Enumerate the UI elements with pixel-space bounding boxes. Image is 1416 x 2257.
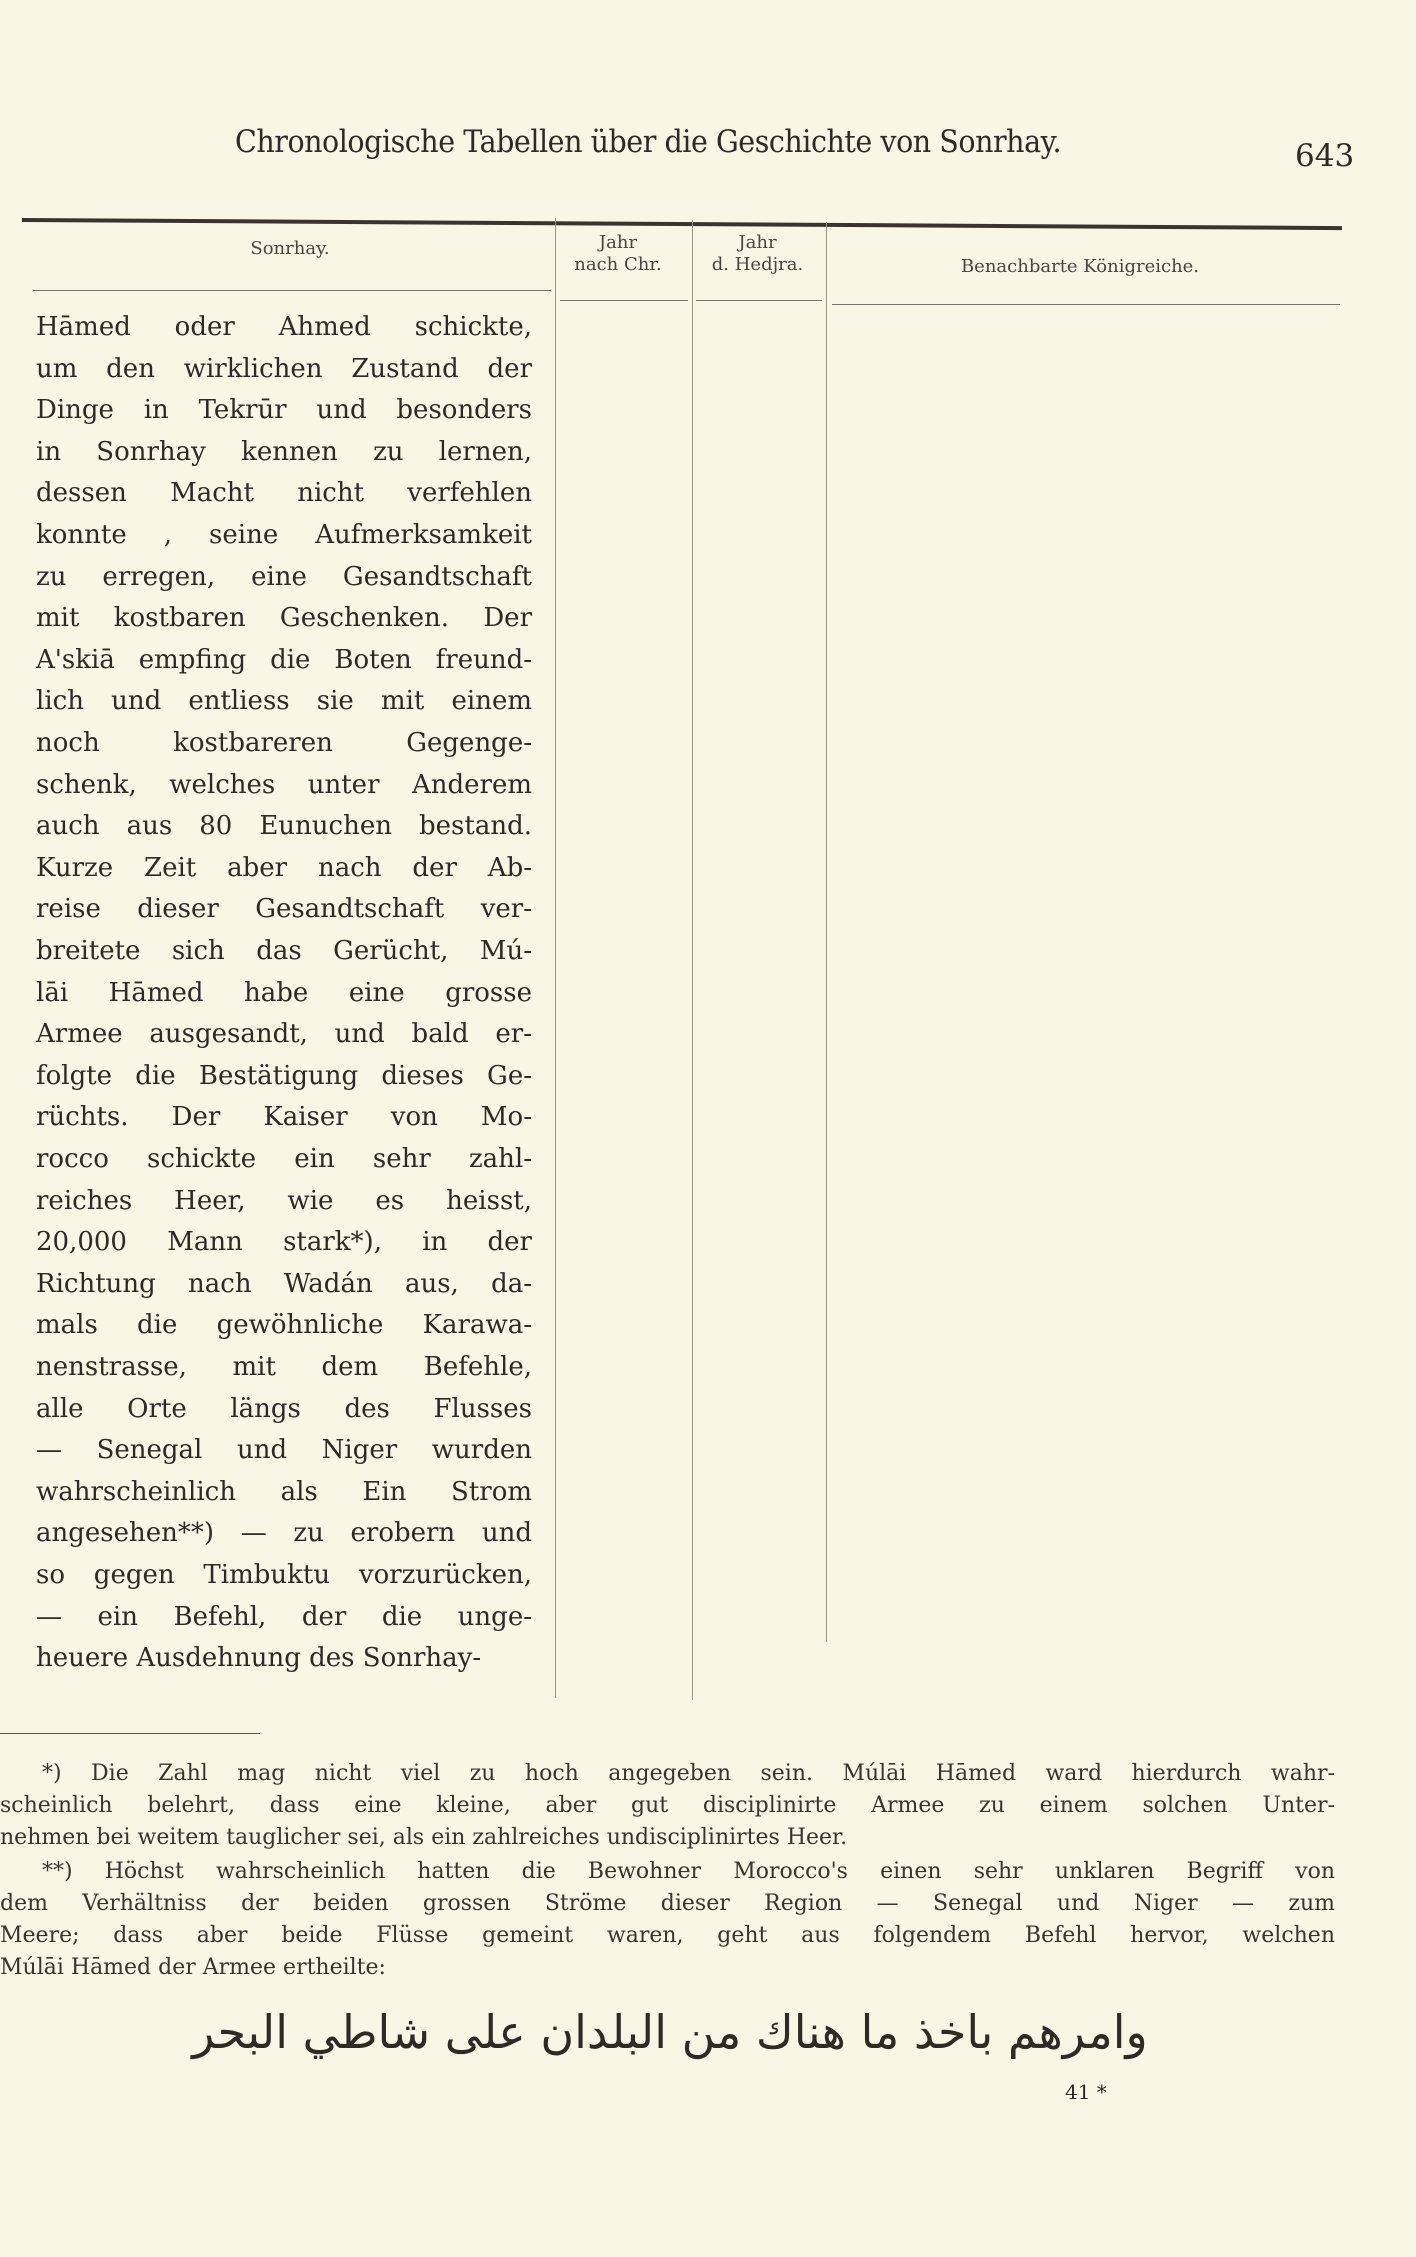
text-line: Dinge in Tekrūr und besonders [36, 395, 532, 426]
text-line: alle Orte längs des Flusses [36, 1393, 532, 1424]
text-line: reise dieser Gesandtschaft ver- [36, 894, 532, 925]
text-line: dessen Macht nicht verfehlen [36, 478, 532, 509]
header-rule [33, 290, 551, 291]
column-divider [692, 220, 693, 1700]
arabic-quotation: وامرهم باخذ ما هناك من البلدان على شاطي البحر [192, 2005, 1148, 2059]
text-line: noch kostbareren Gegenge- [36, 728, 532, 758]
text-line: wahrscheinlich als Ein Strom [36, 1476, 532, 1507]
text-line: heuere Ausdehnung des Sonrhay- [36, 1643, 482, 1674]
text-line: auch aus 80 Eunuchen bestand. [36, 811, 532, 842]
text-line: Hāmed oder Ahmed schickte, [36, 312, 532, 342]
text-line: konnte , seine Aufmerksamkeit [36, 520, 532, 550]
text-line: Kurze Zeit aber nach der Ab- [36, 852, 532, 883]
text-line: — ein Befehl, der die unge- [36, 1601, 532, 1632]
text-line: rüchts. Der Kaiser von Mo- [36, 1102, 532, 1133]
text-line: 20,000 Mann stark*), in der [36, 1227, 532, 1258]
column-divider [555, 218, 556, 1698]
page-number: 643 [1295, 138, 1355, 174]
text-line: lich und entliess sie mit einem [36, 686, 532, 717]
text-line: mals die gewöhnliche Karawa- [36, 1310, 532, 1341]
column-header-line: Jahr [738, 232, 777, 253]
text-line: Richtung nach Wadán aus, da- [36, 1268, 532, 1299]
column-header-line: d. Hedjra. [711, 254, 804, 275]
text-line: rocco schickte ein sehr zahl- [36, 1144, 532, 1174]
signature-mark: 41 * [1065, 2080, 1107, 2104]
text-line: folgte die Bestätigung dieses Ge- [36, 1060, 532, 1091]
footnote-line: scheinlich belehrt, dass eine kleine, aber gut disciplinirte Armee zu einem solchen Unter- [0, 1793, 1335, 1818]
text-line: um den wirklichen Zustand der [36, 353, 532, 384]
column-header-line: Jahr [598, 232, 638, 253]
footnote-line: nehmen bei weitem tauglicher sei, als ein zahlreiches undisciplinirtes Heer. [0, 1825, 848, 1850]
footnote-separator [0, 1733, 260, 1734]
column-header-sonrhay: Sonrhay. [250, 238, 330, 259]
header-rule [696, 300, 822, 301]
footnote-line: Meere; dass aber beide Flüsse gemeint waren, geht aus folgendem Befehl hervor, welchen [0, 1923, 1335, 1948]
text-line: breitete sich das Gerücht, Mú- [36, 936, 532, 966]
table-top-rule [22, 218, 1342, 230]
column-header-jahr-chr [553, 232, 683, 276]
column-header-line: nach Chr. [574, 254, 662, 275]
text-line: A'skiā empfing die Boten freund- [36, 644, 532, 675]
column-divider [826, 222, 827, 1642]
text-line: nenstrasse, mit dem Befehle, [36, 1352, 532, 1382]
footnote-line: **) Höchst wahrscheinlich hatten die Bewohner Morocco's einen sehr unklaren Begriff von [42, 1859, 1335, 1884]
text-line: reiches Heer, wie es heisst, [36, 1185, 532, 1216]
text-line: zu erregen, eine Gesandtschaft [36, 561, 532, 592]
text-line: Armee ausgesandt, und bald er- [36, 1019, 532, 1050]
text-line: angesehen**) — zu erobern und [36, 1518, 532, 1549]
header-rule [832, 304, 1340, 305]
text-line: — Senegal und Niger wurden [36, 1435, 532, 1466]
header-rule [560, 300, 688, 301]
text-line: so gegen Timbuktu vorzurücken, [36, 1560, 532, 1590]
footnote-line: Múlāi Hāmed der Armee ertheilte: [0, 1955, 386, 1980]
text-line: schenk, welches unter Anderem [36, 769, 532, 800]
text-line: in Sonrhay kennen zu lernen, [36, 436, 532, 467]
text-line: mit kostbaren Geschenken. Der [36, 603, 532, 634]
running-head: Chronologische Tabellen über die Geschichte von Sonrhay. [235, 124, 1062, 160]
column-header-jahr-hedjra [690, 232, 825, 276]
footnote-line: dem Verhältniss der beiden grossen Ströme dieser Region — Senegal und Niger — zum [0, 1891, 1335, 1916]
text-line: lāi Hāmed habe eine grosse [36, 977, 532, 1008]
footnote-line: *) Die Zahl mag nicht viel zu hoch angegeben sein. Múlāi Hāmed ward hierdurch wahr- [42, 1761, 1335, 1786]
column-header-benachbarte: Benachbarte Königreiche. [960, 256, 1200, 277]
